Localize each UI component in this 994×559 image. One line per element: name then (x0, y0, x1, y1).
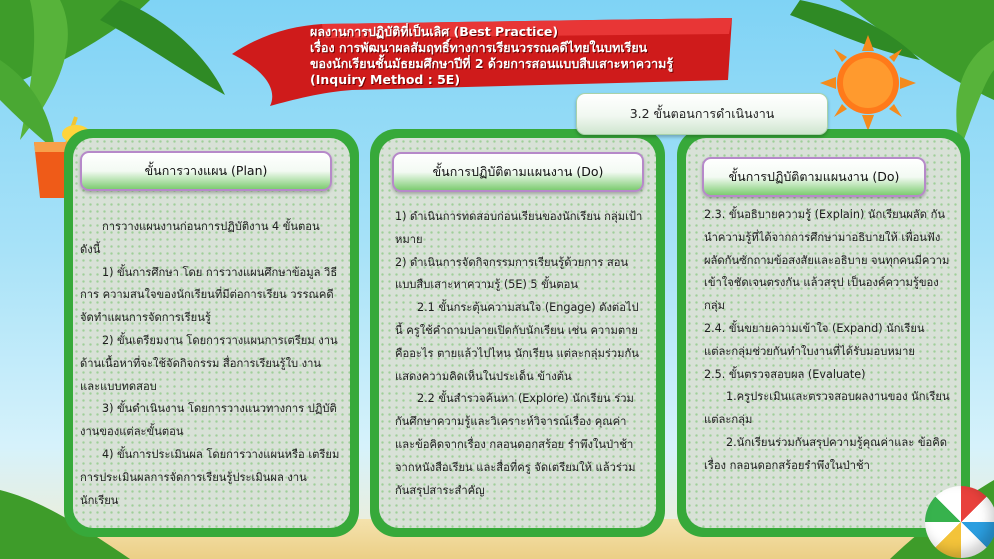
do-paragraph: 2.1 ขั้นกระตุ้นความสนใจ (Engage) ดังต่อไปนี้ ครูใช้คำถามปลายเปิดกับนักเรียน เช่น ความตายคืออะไร ตายแล้วไปไหน นักเรียน แต่ละกลุ่มร่วมกันแสดงความคิดเห็นในประเด็น ข้างต้น (395, 301, 639, 383)
do2-paragraph: 2.นักเรียนร่วมกันสรุปความรู้คุณค่าและ ข้อคิดเรื่อง กลอนดอกสร้อยรำพึงในป่าช้า (704, 435, 947, 472)
plan-paragraph: 3) ขั้นดำเนินงาน โดยการวางแนวทางการ ปฏิบัติงานของแต่ละขั้นตอน (80, 402, 337, 439)
do-paragraph: 2) ดำเนินการจัดกิจกรรมการเรียนรู้ด้วยการ สอนแบบสืบเสาะหาความรู้ (5E) 5 ขั้นตอน (395, 255, 629, 292)
do2-paragraph: 2.5. ขั้นตรวจสอบผล (Evaluate) (704, 367, 866, 381)
do-card-1-header: ขั้นการปฏิบัติตามแผนงาน (Do) (392, 152, 644, 192)
beach-ball-icon (925, 486, 994, 558)
do2-paragraph: 2.3. ขั้นอธิบายความรู้ (Explain) นักเรียนผลัด กันนำความรู้ที่ได้จากการศึกษามาอธิบายให้ เพื่อนฟัง ผลัดกันซักถามข้อสงสัยและอธิบาย จนทุกคนมีความเข้าใจชัดเจนตรงกัน แล้วสรุป เป็นองค์ความรู้ของกลุ่ม (704, 208, 950, 313)
do-card-2-header: ขั้นการปฏิบัติตามแผนงาน (Do) (702, 157, 926, 197)
do2-paragraph: 1.ครูประเมินและตรวจสอบผลงานของ นักเรียนแต่ละกลุ่ม (704, 390, 950, 427)
title-line-1: ผลงานการปฏิบัติที่เป็นเลิศ (Best Practice) (310, 24, 559, 39)
do-paragraph: 2.2 ขั้นสำรวจค้นหา (Explore) นักเรียน ร่วมกันศึกษาความรู้และวิเคราะห์วิจารณ์เรื่อง คุณค่าและข้อคิดจากเรื่อง กลอนดอกสร้อย รำพึงในป่าช้า จากหนังสือเรียน และสื่อที่ครู จัดเตรียมให้ แล้วร่วมกันสรุปสาระสำคัญ (395, 392, 636, 497)
do-card-1-body (379, 138, 656, 528)
plan-paragraph: 4) ขั้นการประเมินผล โดยการวางแผนหรือ เตรียมการประเมินผลการจัดการเรียนรู้ประเมินผล งานนักเรียน (80, 447, 340, 507)
step-title: 3.2 ขั้นตอนการดำเนินงาน (576, 93, 828, 135)
sun-icon (820, 35, 916, 131)
title-line-4: (Inquiry Method : 5E) (310, 72, 461, 87)
do-card-2-text (704, 204, 954, 478)
plan-paragraph: การวางแผนงานก่อนการปฏิบัติงาน 4 ขั้นตอน ดังนี้ (80, 220, 320, 256)
plan-card-text (80, 216, 342, 512)
title-line-3: ของนักเรียนชั้นมัธยมศึกษาปีที่ 2 ด้วยการสอนแบบสืบเสาะหาความรู้ (310, 56, 674, 71)
title-line-2: เรื่อง การพัฒนาผลสัมฤทธิ์ทางการเรียนวรรณคดีไทยในบทเรียน (310, 40, 648, 55)
title-block (310, 24, 730, 88)
do-paragraph: 1) ดำเนินการทดสอบก่อนเรียนของนักเรียน กลุ่มเป้าหมาย (395, 210, 643, 246)
do-card-1-text (395, 206, 645, 502)
plan-paragraph: 2) ขั้นเตรียมงาน โดยการวางแผนการเตรียม งานด้านเนื้อหาที่จะใช้จัดกิจกรรม สื่อการเรียนรู้ใบ งาน และแบบทดสอบ (80, 333, 338, 393)
do2-paragraph: 2.4. ขั้นขยายความเข้าใจ (Expand) นักเรียน แต่ละกลุ่มช่วยกันทำใบงานที่ได้รับมอบหมาย (704, 321, 925, 358)
plan-card-body (73, 138, 350, 528)
plan-paragraph: 1) ขั้นการศึกษา โดย การวางแผนศึกษาข้อมูล วิธีการ ความสนใจของนักเรียนที่มีต่อการเรียน วรรณคดี จัดทำแผนการจัดการเรียนรู้ (80, 265, 338, 325)
plan-card-header: ขั้นการวางแผน (Plan) (80, 151, 332, 191)
